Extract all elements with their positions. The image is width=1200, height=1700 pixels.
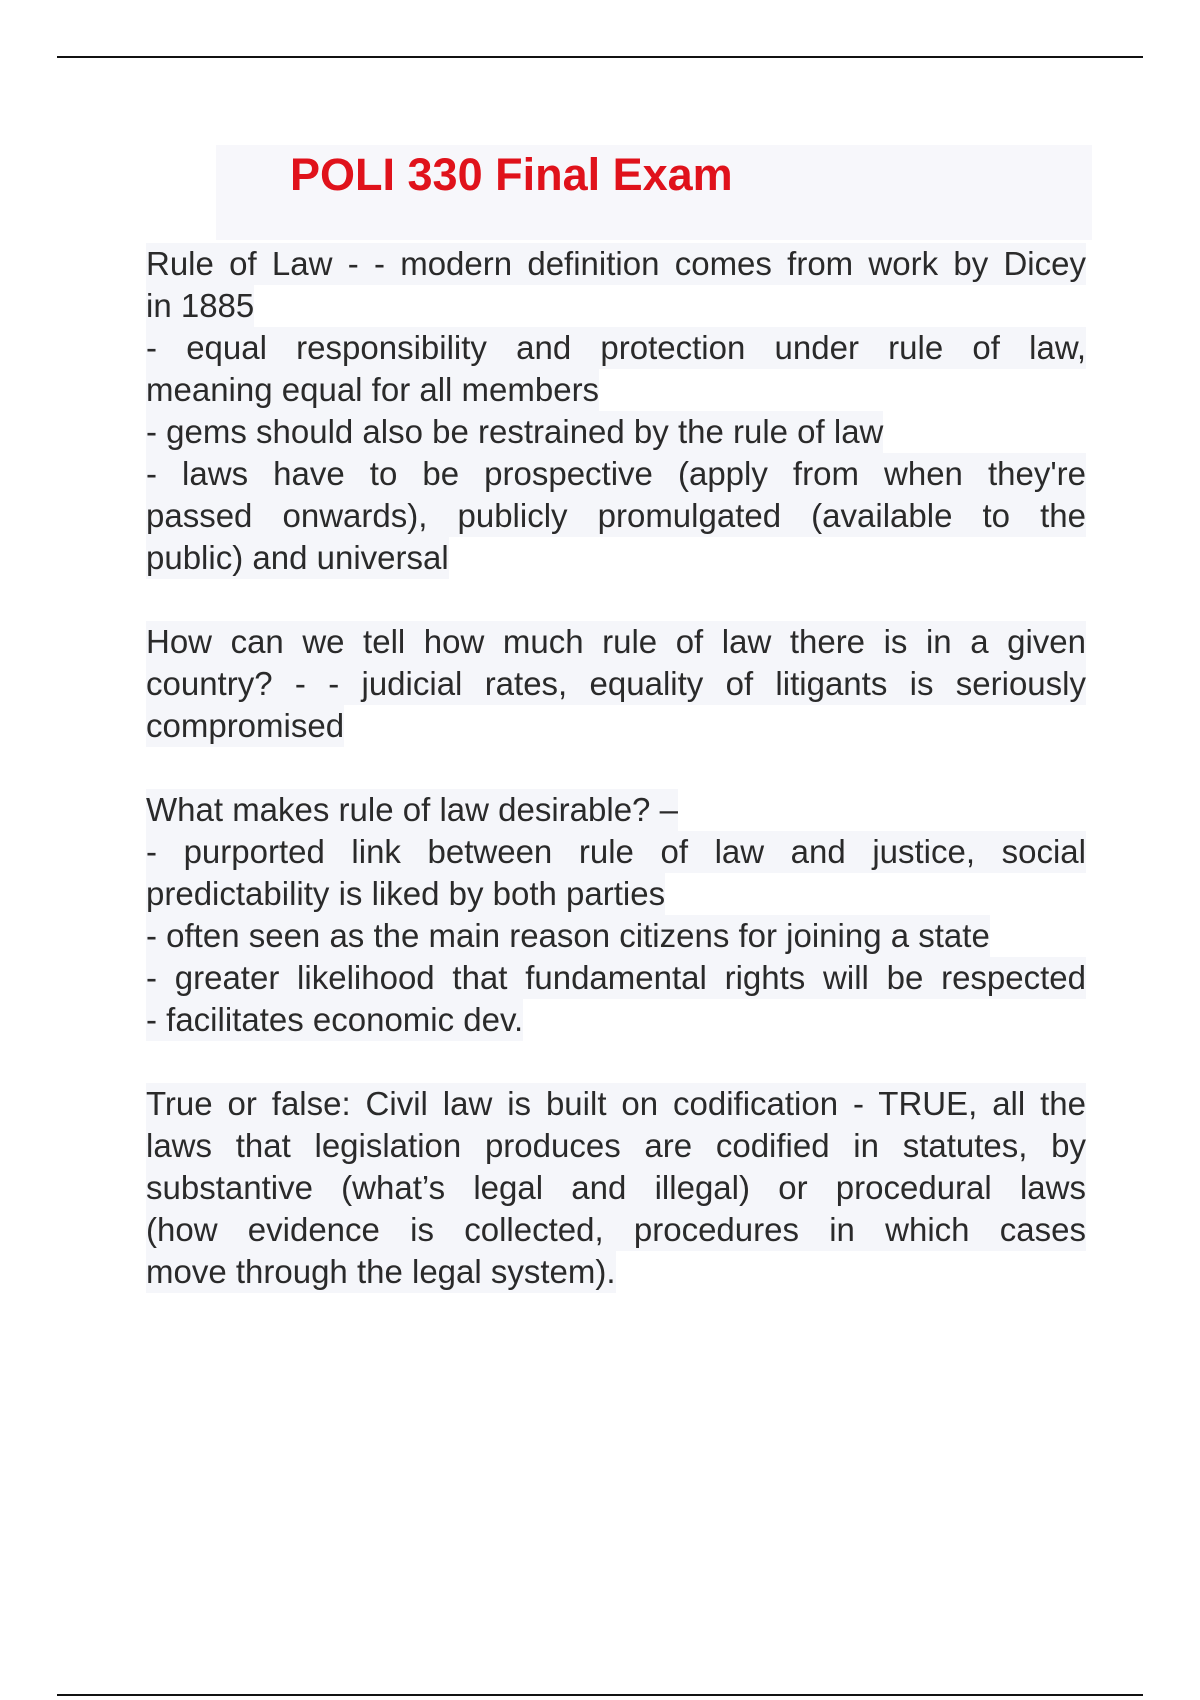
text-line: What makes rule of law desirable? – — [146, 789, 678, 831]
text-line: laws that legislation produces are codified in statutes, by — [146, 1125, 1086, 1167]
text-line: in 1885 — [146, 285, 254, 327]
text-line: meaning equal for all members — [146, 369, 599, 411]
page-title: POLI 330 Final Exam — [290, 149, 733, 200]
section-desirability — [146, 789, 1086, 1041]
document-body — [146, 243, 1086, 1335]
text-line: public) and universal — [146, 537, 449, 579]
text-line: - often seen as the main reason citizens for joining a state — [146, 915, 990, 957]
text-line: - equal responsibility and protection under rule of law, — [146, 327, 1086, 369]
text-line: True or false: Civil law is built on codification - TRUE, all the — [146, 1083, 1086, 1125]
text-line: passed onwards), publicly promulgated (available to the — [146, 495, 1086, 537]
bottom-rule — [57, 1694, 1143, 1696]
section-rule-of-law — [146, 243, 1086, 579]
section-civil-law — [146, 1083, 1086, 1293]
text-line: - facilitates economic dev. — [146, 999, 523, 1041]
text-line: move through the legal system). — [146, 1251, 616, 1293]
text-line: predictability is liked by both parties — [146, 873, 665, 915]
text-line: How can we tell how much rule of law there is in a given — [146, 621, 1086, 663]
text-line: Rule of Law - - modern definition comes from work by Dicey — [146, 243, 1086, 285]
top-rule — [57, 56, 1143, 58]
section-measuring-rule-of-law — [146, 621, 1086, 747]
text-line: - gems should also be restrained by the rule of law — [146, 411, 883, 453]
text-line: (how evidence is collected, procedures in which cases — [146, 1209, 1086, 1251]
text-line: country? - - judicial rates, equality of litigants is seriously — [146, 663, 1086, 705]
text-line: - purported link between rule of law and justice, social — [146, 831, 1086, 873]
text-line: compromised — [146, 705, 344, 747]
text-line: - greater likelihood that fundamental rights will be respected — [146, 957, 1086, 999]
text-line: substantive (what’s legal and illegal) or procedural laws — [146, 1167, 1086, 1209]
text-line: - laws have to be prospective (apply from when they're — [146, 453, 1086, 495]
